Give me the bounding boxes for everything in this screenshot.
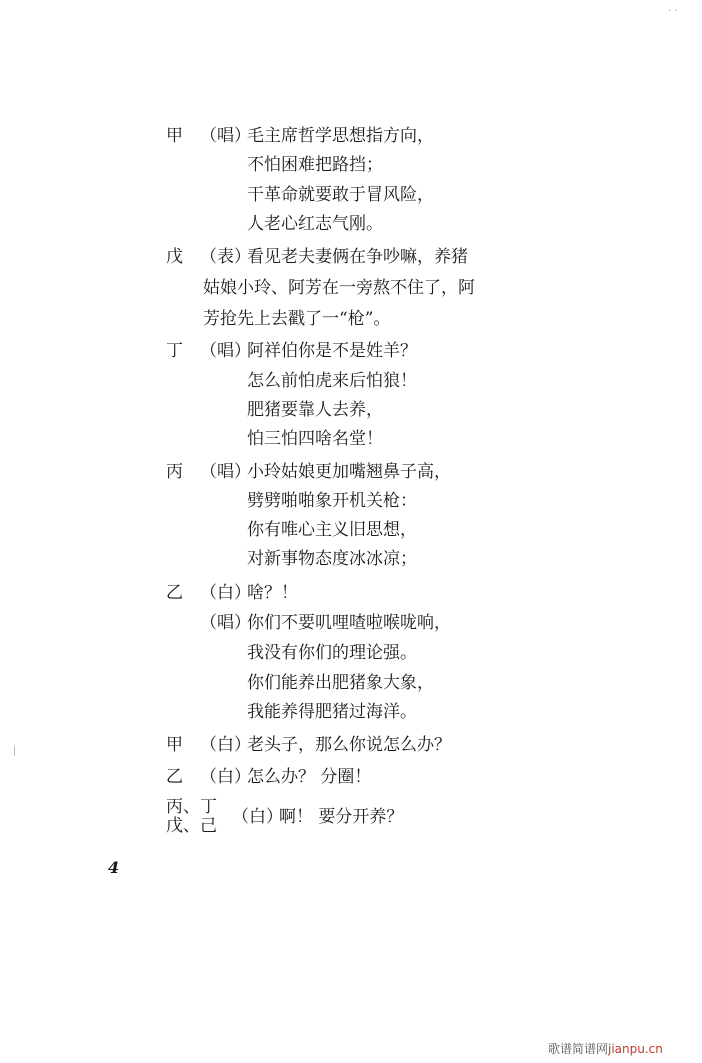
speaker-group-top: 丙、丁 bbox=[166, 797, 217, 817]
stage-direction: （白） bbox=[200, 735, 251, 755]
stage-direction: （唱） bbox=[200, 613, 251, 633]
page-number: 4 bbox=[108, 858, 120, 877]
speaker-group-bottom: 戊、己 bbox=[166, 816, 217, 836]
speaker: 乙 bbox=[166, 767, 183, 787]
stage-direction: （唱） bbox=[200, 126, 251, 146]
speaker: 乙 bbox=[166, 583, 183, 603]
watermark bbox=[548, 1040, 663, 1057]
stage-direction: （白） bbox=[200, 767, 251, 787]
speaker: 丙 bbox=[166, 462, 183, 482]
verse-line: 毛主席哲学思想指方向， bbox=[247, 126, 434, 146]
verse-line: 对新事物态度冰冰凉； bbox=[247, 549, 417, 569]
speaker: 戊 bbox=[166, 247, 183, 267]
dialogue-line: 老头子，那么你说怎么办？ bbox=[247, 735, 451, 755]
stage-direction: （白） bbox=[200, 583, 251, 603]
watermark-site-name: 歌谱简谱网 bbox=[548, 1042, 609, 1056]
prose-line: 芳抢先上去戳了一“枪”。 bbox=[203, 309, 391, 329]
verse-line: 我能养得肥猪过海洋。 bbox=[247, 702, 417, 722]
verse-line: 小玲姑娘更加嘴翘鼻子高， bbox=[247, 462, 451, 482]
verse-line: 怎么前怕虎来后怕狼！ bbox=[247, 371, 417, 391]
verse-line: 怕三怕四啥名堂！ bbox=[247, 429, 383, 449]
watermark-domain: jianpu.cn bbox=[608, 1042, 663, 1056]
verse-line: 人老心红志气刚。 bbox=[247, 214, 383, 234]
verse-line: 你们不要叽哩喳啦喉咙响， bbox=[247, 613, 451, 633]
stage-direction: （表） bbox=[200, 247, 251, 267]
verse-line: 干革命就要敢于冒风险， bbox=[247, 185, 434, 205]
verse-line: 你有唯心主义旧思想， bbox=[247, 520, 417, 540]
verse-line: 不怕困难把路挡； bbox=[247, 155, 383, 175]
verse-line: 劈劈啪啪象开机关枪： bbox=[247, 491, 417, 511]
stage-direction: （唱） bbox=[200, 462, 251, 482]
speaker: 甲 bbox=[166, 735, 183, 755]
speaker: 丁 bbox=[166, 341, 183, 361]
stage-direction: （白） bbox=[232, 807, 283, 827]
verse-line: 阿祥伯你是不是姓羊？ bbox=[247, 341, 417, 361]
corner-marks: · · bbox=[668, 6, 678, 17]
dialogue-line: 怎么办？ 分圈！ bbox=[247, 767, 372, 787]
stage-direction: （唱） bbox=[200, 341, 251, 361]
verse-line: 肥猪要靠人去养， bbox=[247, 400, 383, 420]
speaker: 甲 bbox=[166, 126, 183, 146]
dialogue-line: 啥？！ bbox=[247, 583, 298, 603]
margin-tick bbox=[14, 746, 15, 756]
prose-line: 看见老夫妻俩在争吵嘛，养猪 bbox=[247, 247, 468, 267]
verse-line: 你们能养出肥猪象大象， bbox=[247, 673, 434, 693]
prose-line: 姑娘小玲、阿芳在一旁熬不住了，阿 bbox=[203, 278, 475, 298]
verse-line: 我没有你们的理论强。 bbox=[247, 643, 417, 663]
dialogue-line: 啊！ 要分开养？ bbox=[279, 807, 404, 827]
